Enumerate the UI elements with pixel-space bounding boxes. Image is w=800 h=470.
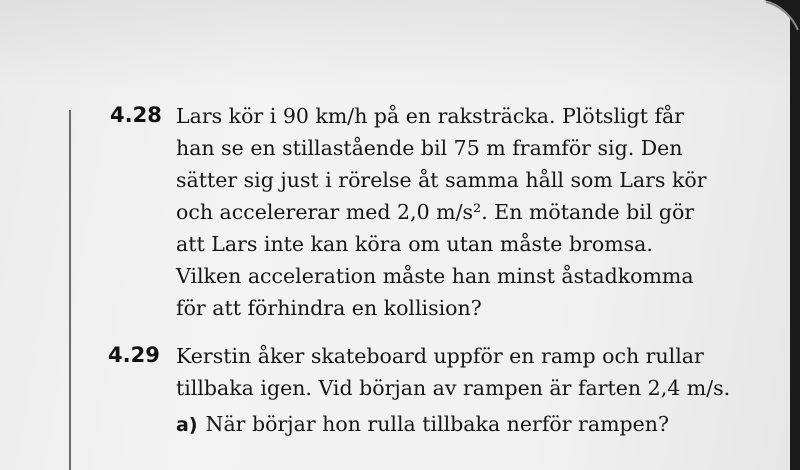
text-line: tillbaka igen. Vid början av rampen är farten 2,4 m/s. xyxy=(176,376,731,400)
margin-rule xyxy=(69,110,71,470)
page-shading xyxy=(0,0,790,90)
page-corner-curl xyxy=(760,0,800,40)
problem-4-28 xyxy=(110,100,707,324)
sub-question-text: När börjar hon rulla tillbaka nerför rampen? xyxy=(205,412,669,436)
text-line: han se en stillastående bil 75 m framför sig. Den xyxy=(176,136,683,160)
text-line: för att förhindra en kollision? xyxy=(176,296,482,320)
text-line: Lars kör i 90 km/h på en raksträcka. Plötsligt får xyxy=(176,104,685,128)
problem-number: 4.28 xyxy=(110,103,162,127)
text-line: att Lars inte kan köra om utan måste bromsa. xyxy=(176,232,653,256)
sub-question-a xyxy=(176,408,670,441)
text-line: sätter sig just i rörelse åt samma håll som Lars kör xyxy=(176,168,707,192)
text-line: och accelererar med 2,0 m/s². En mötande bil gör xyxy=(176,200,695,224)
problem-number: 4.29 xyxy=(108,343,160,367)
problem-4-29 xyxy=(108,340,731,441)
text-line: Vilken acceleration måste han minst åstadkomma xyxy=(176,264,694,288)
sub-question-letter: a) xyxy=(176,414,198,436)
problem-text xyxy=(176,100,707,324)
problem-text xyxy=(176,340,731,441)
text-line: Kerstin åker skateboard uppför en ramp och rullar xyxy=(176,344,704,368)
